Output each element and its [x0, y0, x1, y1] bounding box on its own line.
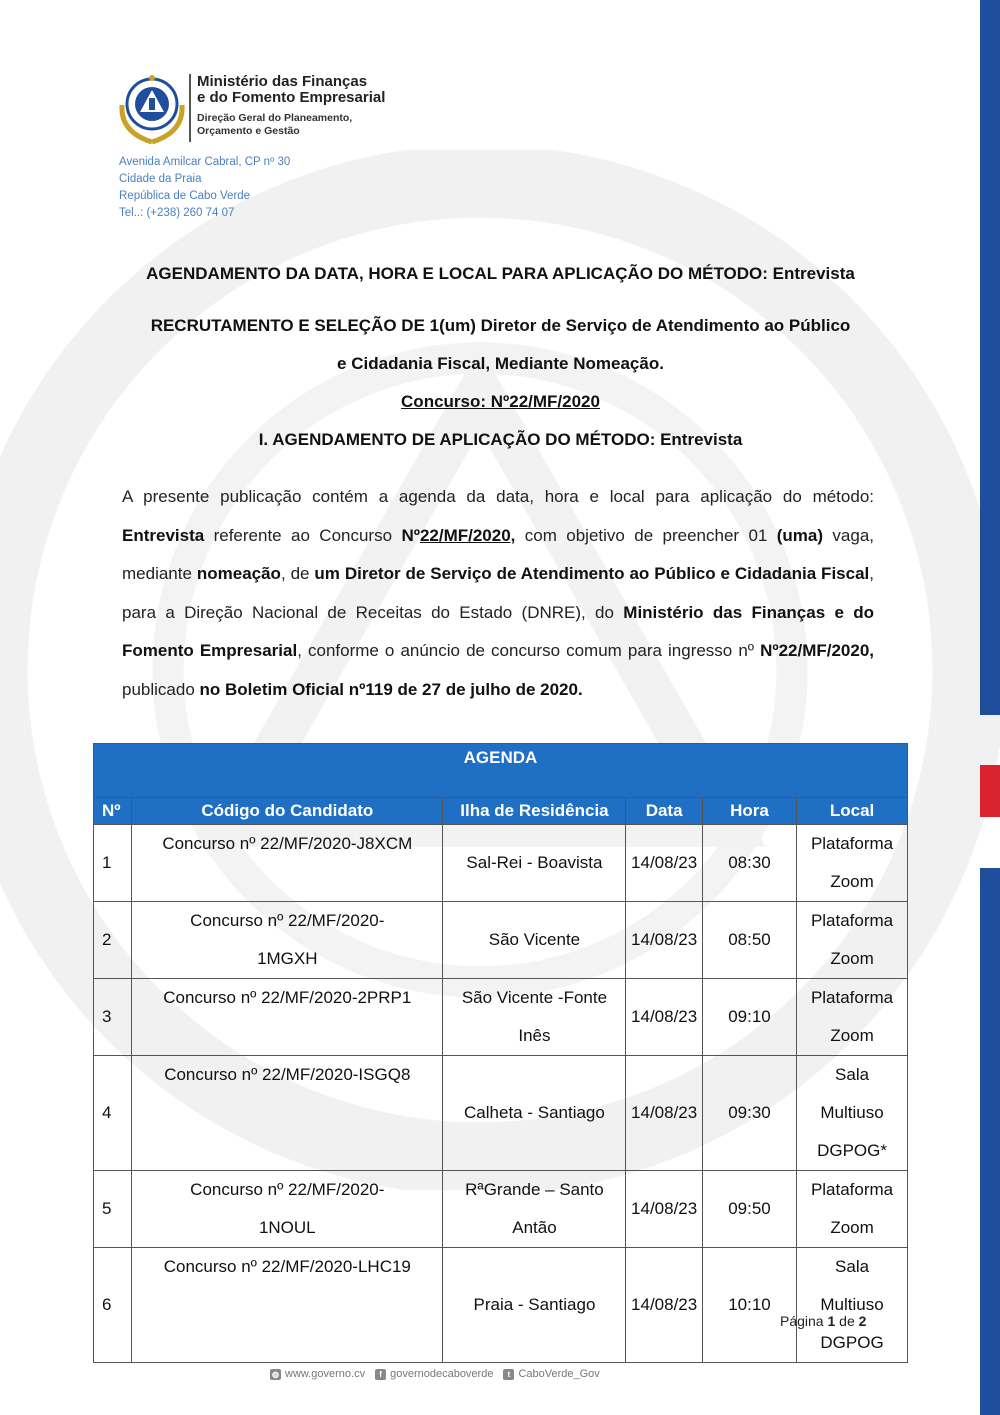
cell-code: Concurso nº 22/MF/2020-ISGQ8	[132, 1056, 443, 1171]
text-run-bold: um Diretor de Serviço de Atendimento ao Público e Cidadania Fiscal	[314, 564, 870, 583]
text-run-bold: Nº	[401, 525, 420, 545]
cell-local: Plataforma Zoom	[797, 902, 908, 979]
table-row	[94, 979, 908, 1056]
cell-ilha: RªGrande – Santo Antão	[443, 1171, 626, 1248]
directorate-line2: Orçamento e Gestão	[197, 125, 300, 137]
twitter-link[interactable]	[503, 1368, 599, 1380]
cell-data: 14/08/23	[626, 1171, 702, 1248]
website-text: www.governo.cv	[285, 1368, 366, 1380]
cell-hora: 08:30	[702, 825, 796, 902]
text-run-bold: Entrevista	[122, 525, 205, 545]
address-line: Cidade da Praia	[119, 173, 202, 185]
cell-local: Plataforma Zoom	[797, 825, 908, 902]
cell-local: Plataforma Zoom	[797, 979, 908, 1056]
side-stripe-blue-bottom	[980, 868, 1000, 1415]
cell-num: 4	[94, 1056, 132, 1171]
directorate-line1: Direção Geral do Planeamento,	[197, 112, 353, 124]
cell-num: 1	[94, 825, 132, 902]
cell-data: 14/08/23	[626, 825, 702, 902]
address-line: Avenida Amilcar Cabral, CP nº 30	[119, 156, 291, 168]
cell-local: Plataforma Zoom	[797, 1171, 908, 1248]
cell-data: 14/08/23	[626, 1056, 702, 1171]
twitter-text: CaboVerde_Gov	[518, 1368, 600, 1380]
page-current: 1	[827, 1313, 836, 1329]
text-run: publicado	[122, 679, 200, 699]
twitter-icon: t	[503, 1369, 514, 1380]
table-row	[94, 1248, 908, 1363]
table-row	[94, 902, 908, 979]
page-number	[780, 1313, 866, 1329]
coat-of-arms-logo	[112, 70, 192, 145]
globe-icon: ◍	[270, 1369, 281, 1380]
facebook-text: governodecaboverde	[390, 1368, 494, 1380]
text-run: A presente publicação contém a agenda da data, hora e local para aplicação do método:	[122, 487, 874, 506]
website-link[interactable]	[270, 1368, 365, 1380]
cell-ilha: Praia - Santiago	[443, 1248, 626, 1363]
cell-ilha: São Vicente	[443, 902, 626, 979]
text-run: vaga, mediante	[122, 525, 874, 583]
cell-code: Concurso nº 22/MF/2020-1MGXH	[132, 902, 443, 979]
cell-ilha: Sal-Rei - Boavista	[443, 825, 626, 902]
column-header: Data	[626, 798, 702, 825]
column-header: Nº	[94, 798, 132, 825]
address-block	[119, 154, 290, 222]
cell-hora: 09:30	[702, 1056, 796, 1171]
cell-num: 6	[94, 1248, 132, 1363]
column-header: Código do Candidato	[132, 798, 443, 825]
intro-paragraph	[122, 478, 874, 709]
cell-hora: 09:10	[702, 979, 796, 1056]
side-stripe-red	[980, 765, 1000, 817]
cell-hora: 09:50	[702, 1171, 796, 1248]
page-of: de	[839, 1313, 855, 1329]
cell-data: 14/08/23	[626, 902, 702, 979]
cell-local: Sala Multiuso DGPOG	[797, 1248, 908, 1363]
cell-code: Concurso nº 22/MF/2020-2PRP1	[132, 979, 443, 1056]
cell-data: 14/08/23	[626, 979, 702, 1056]
cell-num: 3	[94, 979, 132, 1056]
ministry-name-block	[197, 74, 385, 138]
recruitment-title-line1: RECRUTAMENTO E SELEÇÃO DE 1(um) Diretor de Serviço de Atendimento ao Público	[150, 316, 851, 335]
cell-code: Concurso nº 22/MF/2020-1NOUL	[132, 1171, 443, 1248]
text-run-bold: no Boletim Oficial nº119 de 27 de julho de 2020.	[199, 679, 583, 699]
side-stripe-blue-top	[980, 0, 1000, 715]
agenda-title: AGENDA	[94, 744, 908, 798]
text-run: com objetivo de preencher 01	[515, 525, 777, 545]
divider	[189, 74, 191, 142]
page-total: 2	[858, 1313, 867, 1329]
cell-ilha: São Vicente -Fonte Inês	[443, 979, 626, 1056]
address-line: Tel..: (+238) 260 74 07	[119, 207, 235, 219]
text-run-bold: Nº22/MF/2020,	[760, 641, 875, 660]
cell-ilha: Calheta - Santiago	[443, 1056, 626, 1171]
text-run: , para a Direção Nacional de Receitas do Estado (DNRE), do	[122, 564, 874, 622]
text-run-bold: (uma)	[776, 525, 824, 545]
ministry-name-line2: e do Fomento Empresarial	[197, 89, 386, 106]
text-run: , de	[280, 564, 315, 583]
cell-num: 5	[94, 1171, 132, 1248]
cell-code: Concurso nº 22/MF/2020-J8XCM	[132, 825, 443, 902]
agenda-table	[93, 743, 908, 1363]
section-title: I. AGENDAMENTO DE APLICAÇÃO DO MÉTODO: Entrevista	[258, 430, 743, 449]
table-header-row	[94, 798, 908, 825]
column-header: Hora	[702, 798, 796, 825]
address-line: República de Cabo Verde	[119, 190, 251, 202]
cell-code: Concurso nº 22/MF/2020-LHC19	[132, 1248, 443, 1363]
text-run-bold: Ministério das Finanças e do Fomento Empresarial	[122, 602, 875, 660]
text-run: referente ao Concurso	[204, 525, 402, 545]
ministry-name-line1: Ministério das Finanças	[197, 73, 368, 90]
page-label: Página	[780, 1313, 824, 1329]
recruitment-title-line2: e Cidadania Fiscal, Mediante Nomeação.	[337, 354, 664, 373]
column-header: Ilha de Residência	[443, 798, 626, 825]
table-row	[94, 825, 908, 902]
facebook-link[interactable]	[375, 1368, 493, 1380]
cell-hora: 10:10	[702, 1248, 796, 1363]
footer-links	[270, 1368, 600, 1380]
text-run: , conforme o anúncio de concurso comum para ingresso nº	[297, 641, 761, 660]
cell-num: 2	[94, 902, 132, 979]
facebook-icon: f	[375, 1369, 386, 1380]
cell-hora: 08:50	[702, 902, 796, 979]
cell-local: Sala Multiuso DGPOG*	[797, 1056, 908, 1171]
column-header: Local	[797, 798, 908, 825]
table-row	[94, 1171, 908, 1248]
document-title: AGENDAMENTO DA DATA, HORA E LOCAL PARA APLICAÇÃO DO MÉTODO: Entrevista	[146, 264, 855, 283]
text-run-bold: nomeação	[196, 564, 281, 583]
text-run-bold-underline: 22/MF/2020,	[419, 525, 516, 545]
table-row	[94, 1056, 908, 1171]
concurso-number: Concurso: Nº22/MF/2020	[401, 392, 600, 411]
cell-data: 14/08/23	[626, 1248, 702, 1363]
